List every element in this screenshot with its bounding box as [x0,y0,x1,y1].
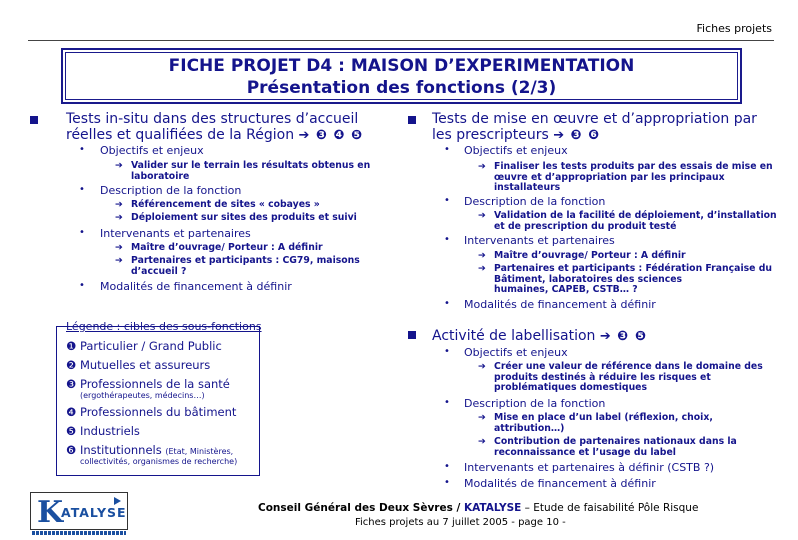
footer-part2: – Etude de faisabilité Pôle Risque [521,502,699,514]
target-arrows-icon: ➔ ❸ ❹ ❺ [298,128,364,143]
logo-triangle-icon [114,497,121,505]
left-objectives-item-line2: laboratoire [131,170,190,182]
labellisation-objectives-line2: produits destinés à réduire les risques et [494,371,711,383]
legend-item-2: ❷ Mutuelles et assureurs [66,358,211,372]
right-intervenants-item2-line3: humaines, CAPEB, CSTB… ? [494,284,638,295]
dot-bullet-icon: • [444,461,450,472]
right-arrow-icon: ➔ [115,255,123,266]
right-arrow-icon: ➔ [115,212,123,223]
right-arrow-icon: ➔ [478,436,486,447]
right-intervenants-item2 [478,263,772,296]
left-description-label: Description de la fonction [100,184,242,197]
page-subtitle: Présentation des fonctions (2/3) [246,78,557,98]
left-intervenants-item2 [115,255,360,277]
labellisation-description-item1-line2: attribution…) [494,422,565,434]
right-arrow-icon: ➔ [478,361,486,372]
page-title: FICHE PROJET D4 : MAISON D’EXPERIMENTATION [168,56,635,76]
header-label: Fiches projets [696,22,772,35]
legend-item-5: ❺ Industriels [66,424,140,438]
labellisation-description-item2 [478,436,737,458]
labellisation-description-item2-line2: reconnaissance et l’usage du label [494,446,676,458]
labellisation-objectives-line3: problématiques domestiques [494,382,648,393]
dot-bullet-icon: • [79,184,85,195]
footer-brand: KATALYSE [463,502,522,514]
dot-bullet-icon: • [444,298,450,309]
labellisation-financement-label: Modalités de financement à définir [464,477,656,490]
left-intervenants-item1 [115,242,323,254]
right-arrow-icon: ➔ [478,250,486,261]
right-objectives-label: Objectifs et enjeux [464,144,568,157]
square-bullet-icon [30,116,38,124]
footer-line2: Fiches projets au 7 juillet 2005 - page 10 - [355,517,566,528]
right-main-line2: les prescripteurs [432,127,549,143]
logo-letter: K [37,495,64,530]
logo-name: ATALYSE [61,505,127,520]
dot-bullet-icon: • [79,227,85,238]
right-objectives-item-line1: Finaliser les tests produits par des essais de mise en [494,161,773,172]
left-main-line2: réelles et qualifiées de la Région [66,127,295,143]
labellisation-bullet [432,328,647,345]
labellisation-description-label: Description de la fonction [464,397,606,410]
header-rule [28,40,774,41]
left-objectives-item [115,160,371,182]
right-arrow-icon: ➔ [115,199,123,210]
title-box [61,48,742,104]
left-description-item2 [115,212,357,224]
dot-bullet-icon: • [444,397,450,408]
labellisation-objectives-line1: Créer une valeur de référence dans le domaine des [494,361,763,372]
legend-item-4: ❹ Professionnels du bâtiment [66,405,237,419]
left-financement-label: Modalités de financement à définir [100,280,292,293]
left-intervenants-label: Intervenants et partenaires [100,227,251,240]
left-main-line1: Tests in-situ dans des structures d’accueil [66,111,359,127]
right-objectives-item [478,161,773,194]
legend-item-3: ❸ Professionnels de la santé [66,377,230,391]
left-objectives-item-line1: Valider sur le terrain les résultats obtenus en [131,160,371,171]
right-intervenants-label: Intervenants et partenaires [464,234,615,247]
right-description-item-line1: Validation de la facilité de déploiement, d’installation [494,210,777,221]
right-main-bullet [432,111,757,144]
katalyse-logo [30,492,128,530]
right-description-label: Description de la fonction [464,195,606,208]
logo-underline [32,531,126,535]
right-arrow-icon: ➔ [478,210,486,221]
right-intervenants-item1 [478,250,686,262]
dot-bullet-icon: • [444,144,450,155]
right-main-line1: Tests de mise en œuvre et d’appropriation par [432,111,757,127]
right-intervenants-item1-text: Maître d’ouvrage/ Porteur : A définir [494,250,686,261]
legend-item-6 [66,443,233,457]
labellisation-description-item1 [478,412,713,434]
right-objectives-item-line3: installateurs [494,182,561,193]
left-description-item1 [115,199,320,211]
dot-bullet-icon: • [444,234,450,245]
right-description-item [478,210,777,232]
left-intervenants-item2-line2: d’accueil ? [131,265,187,277]
labellisation-objectives-label: Objectifs et enjeux [464,346,568,359]
legend-item-1: ❶ Particulier / Grand Public [66,339,222,353]
right-arrow-icon: ➔ [478,412,486,423]
target-arrows-icon: ➔ ❸ ❻ [553,128,601,143]
labellisation-objectives-item [478,361,763,394]
dot-bullet-icon: • [444,477,450,488]
dot-bullet-icon: • [79,280,85,291]
right-financement-label: Modalités de financement à définir [464,298,656,311]
left-intervenants-item1-text: Maître d’ouvrage/ Porteur : A définir [131,242,323,253]
legend-heading: Légende : cibles des sous-fonctions [66,320,262,333]
left-intervenants-item2-line1: Partenaires et participants : CG79, maisons [131,255,360,266]
legend-item-6-sub1: (Etat, Ministères, [165,447,234,456]
left-description-item1-text: Référencement de sites « cobayes » [131,199,320,210]
labellisation-description-item2-line1: Contribution de partenaires nationaux dans la [494,436,737,447]
right-arrow-icon: ➔ [478,263,486,274]
left-objectives-label: Objectifs et enjeux [100,144,204,157]
left-main-bullet [66,111,363,144]
square-bullet-icon [408,331,416,339]
legend-item-3-sub: (ergothérapeutes, médecins…) [80,391,205,400]
right-arrow-icon: ➔ [478,161,486,172]
dot-bullet-icon: • [444,346,450,357]
footer-part1: Conseil Général des Deux Sèvres / [258,502,464,514]
legend-item-6-label: ❻ Institutionnels [66,443,162,457]
labellisation-intervenants-label: Intervenants et partenaires à définir (CSTB ?) [464,461,715,474]
labellisation-title: Activité de labellisation [432,328,596,344]
right-intervenants-item2-line1: Partenaires et participants : Fédération Française du [494,263,772,274]
dot-bullet-icon: • [444,195,450,206]
legend-item-6-sub2: collectivités, organismes de recherche) [80,457,238,466]
left-description-item2-text: Déploiement sur sites des produits et suivi [131,212,357,223]
right-arrow-icon: ➔ [115,242,123,253]
right-arrow-icon: ➔ [115,160,123,171]
target-arrows-icon: ➔ ❸ ❺ [599,329,647,344]
square-bullet-icon [408,116,416,124]
right-objectives-item-line2: œuvre et d’appropriation par les principaux [494,171,725,183]
footer-line1 [258,502,698,514]
dot-bullet-icon: • [79,144,85,155]
labellisation-description-item1-line1: Mise en place d’un label (réflexion, choix, [494,412,713,423]
right-intervenants-item2-line2: Bâtiment, laboratoires des sciences [494,273,683,285]
right-description-item-line2: et de prescription du produit testé [494,220,677,232]
